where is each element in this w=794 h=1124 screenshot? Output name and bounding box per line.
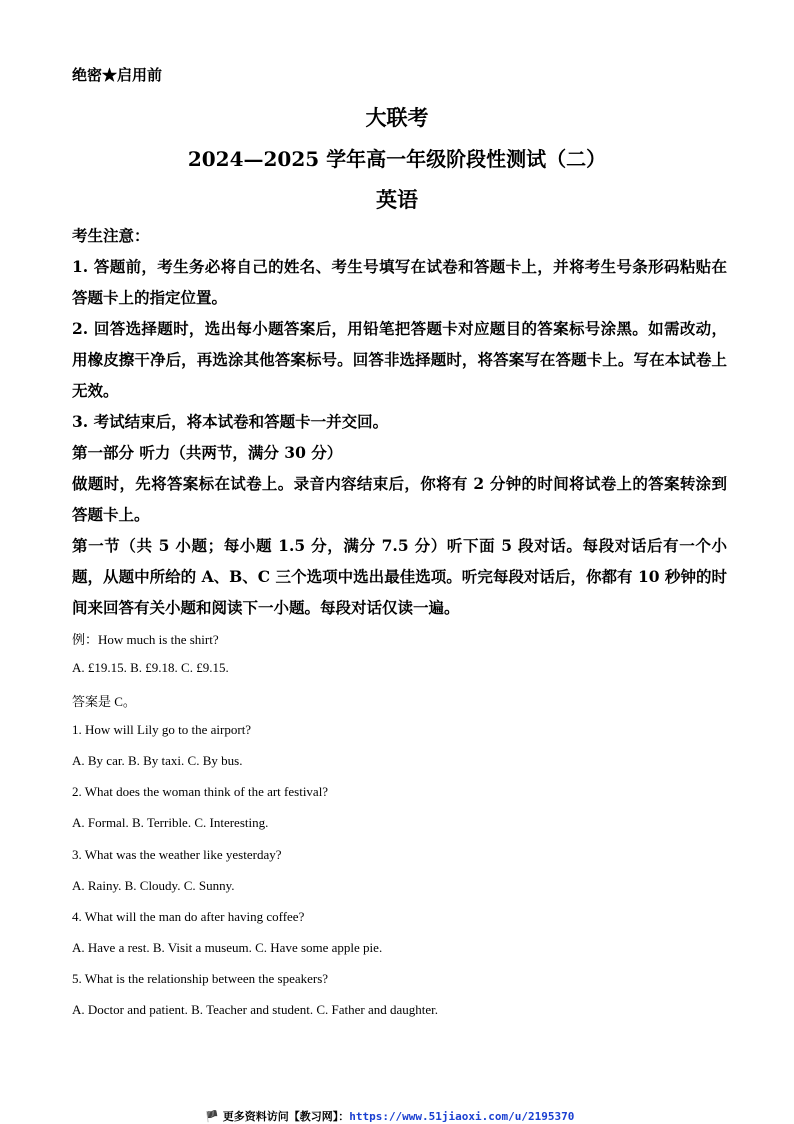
- question-2: 2. What does the woman think of the art festival?: [72, 784, 329, 799]
- example-options: A. £19.15. B. £9.18. C. £9.15.: [72, 660, 229, 675]
- example-question: 例：How much is the shirt?: [72, 632, 219, 647]
- question-3: 3. What was the weather like yesterday?: [72, 847, 282, 862]
- part1-instruction: 做题时，先将答案标在试卷上。录音内容结束后，你将有 2 分钟的时间将试卷上的答案转涂到答题卡上。: [72, 474, 727, 524]
- section1-instruction: 第一节（共 5 小题；每小题 1.5 分，满分 7.5 分）听下面 5 段对话。每段对话后有一个小题，从题中所给的 A、B、C 三个选项中选出最佳选项。听完每段对话后，你都有 10 秒钟的时间来回答有关小题和阅读下一小题。每段对话仅读一遍。: [72, 536, 727, 617]
- footer-text: 更多资料访问【教习网】：: [222, 1110, 350, 1123]
- footer-promo: [205, 1108, 574, 1124]
- question-5: 5. What is the relationship between the speakers?: [72, 971, 329, 986]
- question-3-options: A. Rainy. B. Cloudy. C. Sunny.: [72, 878, 235, 893]
- notice-item-3: 3. 考试结束后，将本试卷和答题卡一并交回。: [72, 412, 389, 431]
- question-4-options: A. Have a rest. B. Visit a museum. C. Have some apple pie.: [72, 940, 383, 955]
- notice-heading: 考生注意：: [72, 226, 150, 245]
- exam-organizer-title: 大联考: [365, 105, 429, 130]
- notice-item-1: 1. 答题前，考生务必将自己的姓名、考生号填写在试卷和答题卡上，并将考生号条形码粘贴在答题卡上的指定位置。: [72, 257, 727, 307]
- question-1-options: A. By car. B. By taxi. C. By bus.: [72, 753, 243, 768]
- exam-title: 2024—2025 学年高一年级阶段性测试（二）: [187, 147, 607, 171]
- question-4: 4. What will the man do after having coffee?: [72, 909, 305, 924]
- flag-icon: 🏴: [205, 1110, 219, 1123]
- footer-link[interactable]: https://www.51jiaoxi.com/u/2195370: [349, 1110, 575, 1123]
- question-2-options: A. Formal. B. Terrible. C. Interesting.: [72, 815, 269, 830]
- notice-item-2: 2. 回答选择题时，选出每小题答案后，用铅笔把答题卡对应题目的答案标号涂黑。如需改动，用橡皮擦干净后，再选涂其他答案标号。回答非选择题时，将答案写在答题卡上。写在本试卷上无效。: [72, 319, 727, 400]
- question-5-options: A. Doctor and patient. B. Teacher and student. C. Father and daughter.: [72, 1002, 438, 1017]
- example-answer: 答案是 C。: [72, 694, 136, 709]
- confidential-label: 绝密★启用前: [72, 66, 163, 84]
- subject-title: 英语: [376, 187, 418, 212]
- part1-heading: 第一部分 听力（共两节，满分 30 分）: [72, 443, 343, 462]
- question-1: 1. How will Lily go to the airport?: [72, 722, 252, 737]
